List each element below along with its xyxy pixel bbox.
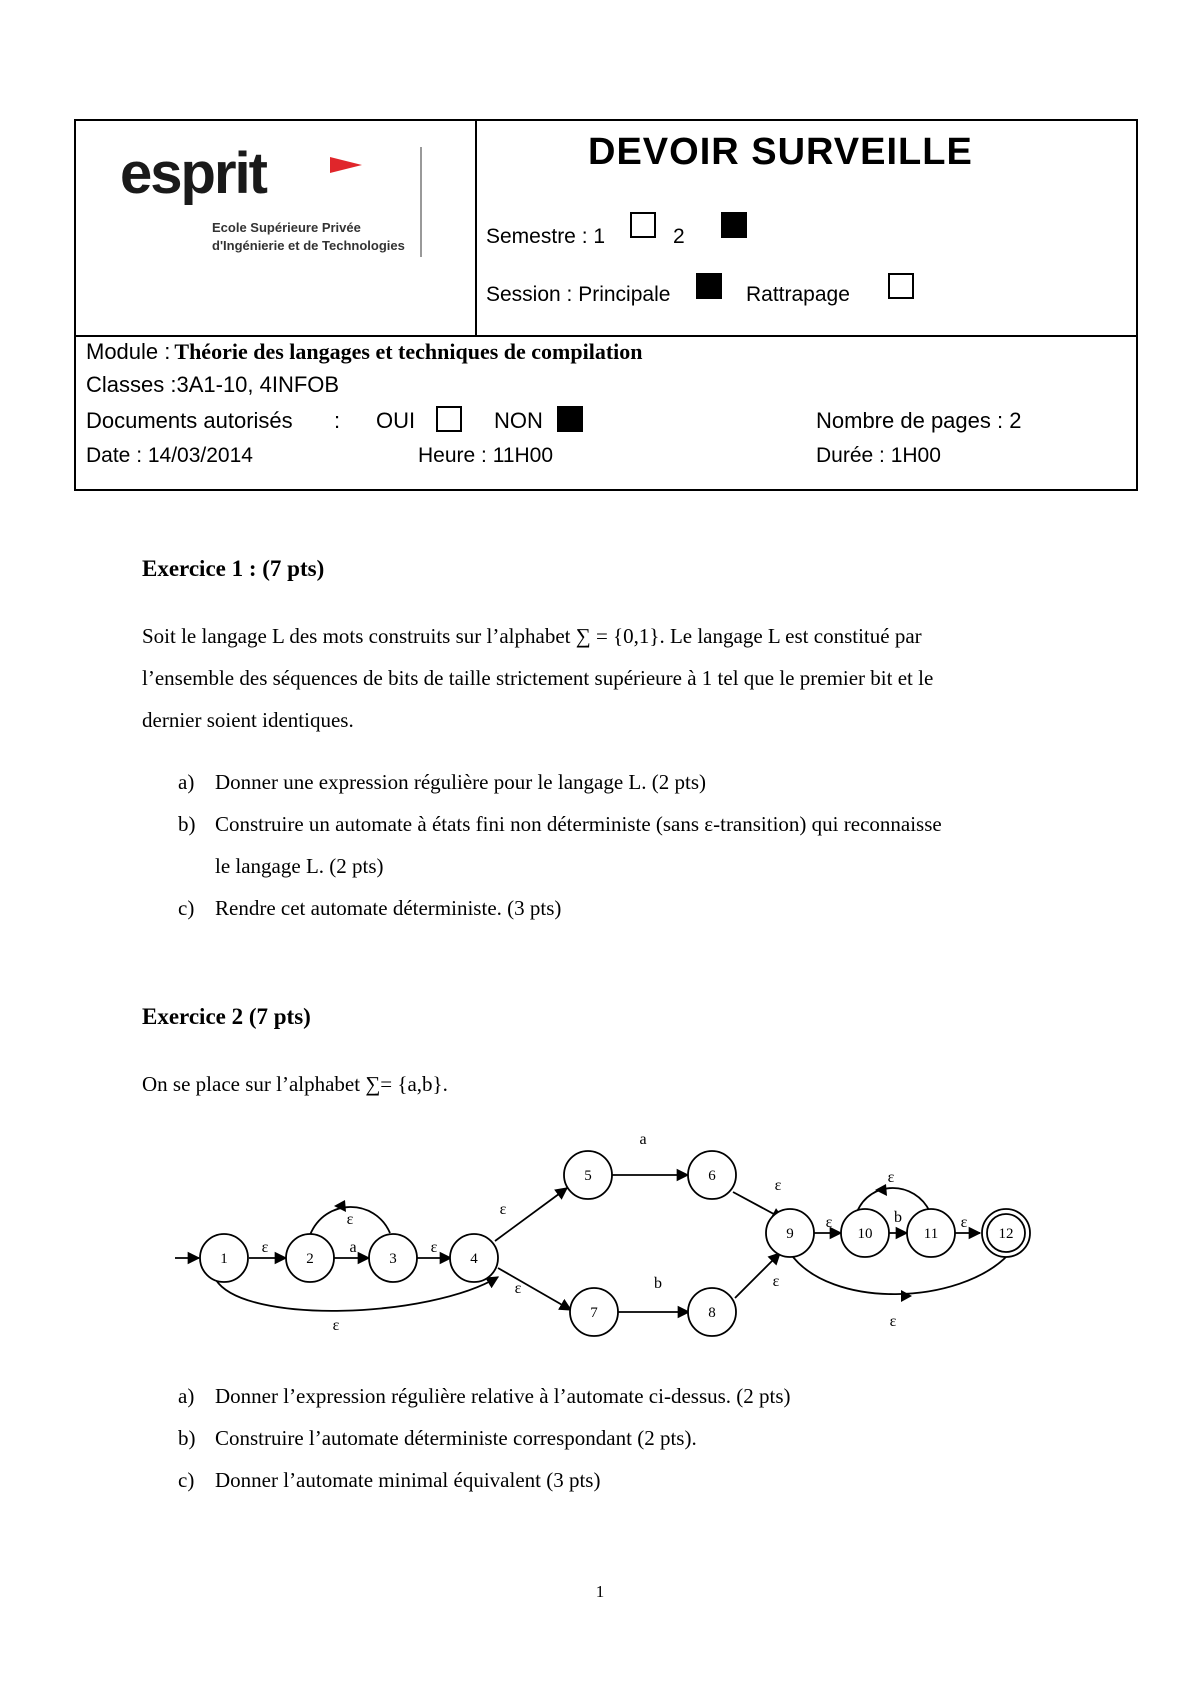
state-9-label: 9	[786, 1226, 794, 1242]
edge-1-4-curve	[216, 1277, 498, 1311]
edge-9-10-label: ε	[825, 1214, 833, 1231]
exercise1-item-c: Rendre cet automate déterministe. (3 pts)	[215, 896, 562, 920]
exercise1-item-a: Donner une expression régulière pour le langage L. (2 pts)	[215, 770, 706, 794]
exercise1-line1: Soit le langage L des mots construits sur l’alphabet ∑ = {0,1}. Le langage L est constitué par	[142, 624, 922, 648]
edge-7-8-label: b	[654, 1275, 662, 1292]
exercise1-item-b: Construire un automate à états fini non déterministe (sans ε-transition) qui reconnaisse	[215, 812, 942, 836]
logo-wordmark: esprit	[120, 141, 266, 206]
exercise2-title: Exercice 2 (7 pts)	[142, 1004, 311, 1029]
exercise1-item-a-label: a)	[178, 770, 195, 794]
logo-subtitle-line2: d'Ingénierie et de Technologies	[212, 238, 405, 253]
exercise2-item-a: Donner l’expression régulière relative à l’automate ci-dessus. (2 pts)	[215, 1384, 791, 1408]
state-1-label: 1	[220, 1251, 228, 1267]
exam-title: DEVOIR SURVEILLE	[588, 131, 973, 173]
exercise1-title: Exercice 1 : (7 pts)	[142, 556, 325, 581]
module-line	[86, 339, 643, 365]
edge-9-12-arrowhead	[901, 1290, 912, 1302]
state-3-label: 3	[389, 1251, 397, 1267]
header-horizontal-divider	[76, 335, 1136, 337]
edge-2-3-label: a	[349, 1239, 357, 1256]
automaton-diagram	[0, 1120, 1200, 1350]
semestre-2-checkbox	[721, 212, 747, 238]
edge-3-4-label: ε	[430, 1239, 438, 1256]
exercise2-intro: On se place sur l’alphabet ∑= {a,b}.	[142, 1072, 448, 1096]
logo-subtitle-line1: Ecole Supérieure Privée	[212, 220, 361, 235]
documents-colon: :	[334, 408, 341, 433]
state-5-label: 5	[584, 1168, 592, 1184]
exercise2-item-a-label: a)	[178, 1384, 195, 1408]
edge-9-12-curve	[790, 1253, 1008, 1294]
state-10-label: 10	[857, 1226, 873, 1242]
documents-non-checkbox	[557, 406, 583, 432]
exercise1-line3: dernier soient identiques.	[142, 708, 354, 732]
semestre-1-checkbox	[630, 212, 656, 238]
edge-1-4-label: ε	[332, 1317, 340, 1334]
edge-3-2-label: ε	[346, 1211, 354, 1228]
exam-date: Date : 14/03/2014	[86, 444, 253, 467]
exam-duree: Durée : 1H00	[816, 444, 941, 467]
module-value: Théorie des langages et techniques de compilation	[174, 339, 643, 364]
state-8-label: 8	[708, 1305, 716, 1321]
logo-separator	[420, 147, 422, 257]
state-4-label: 4	[470, 1251, 478, 1267]
edge-9-12-label: ε	[889, 1313, 897, 1330]
exercise2-item-c-label: c)	[178, 1468, 195, 1492]
semestre-label: Semestre : 1	[486, 225, 606, 248]
rattrapage-label: Rattrapage	[746, 283, 850, 306]
exam-header-table	[74, 119, 1138, 491]
semestre-2-label: 2	[673, 225, 685, 248]
edge-4-7-label: ε	[514, 1280, 522, 1297]
exercise2-item-b-label: b)	[178, 1426, 196, 1450]
classes-line: Classes :3A1-10, 4INFOB	[86, 372, 340, 397]
exam-heure: Heure : 11H00	[418, 444, 554, 467]
nombre-pages: Nombre de pages : 2	[816, 408, 1022, 433]
header-vertical-divider	[475, 121, 477, 337]
logo-red-flag-icon	[326, 155, 366, 179]
module-label: Module :	[86, 339, 171, 364]
edge-11-10-label: ε	[887, 1169, 895, 1186]
state-11-label: 11	[923, 1226, 939, 1242]
session-principale-checkbox	[696, 273, 722, 299]
exercise1-item-b-cont: le langage L. (2 pts)	[215, 854, 384, 878]
documents-oui-checkbox	[436, 406, 462, 432]
documents-oui-label: OUI	[376, 408, 416, 433]
edge-1-2-label: ε	[261, 1239, 269, 1256]
documents-non-label: NON	[494, 408, 543, 433]
edge-4-7	[498, 1268, 571, 1310]
page-number: 1	[595, 1582, 605, 1601]
exercise1-item-b-label: b)	[178, 812, 196, 836]
edge-5-6-label: a	[639, 1131, 647, 1148]
state-12-label: 12	[998, 1226, 1014, 1242]
state-2-label: 2	[306, 1251, 314, 1267]
edge-10-11-label: b	[894, 1209, 902, 1226]
documents-label: Documents autorisés	[86, 408, 293, 433]
exercise1-item-c-label: c)	[178, 896, 195, 920]
state-7-label: 7	[590, 1305, 598, 1321]
edge-6-9-label: ε	[774, 1177, 782, 1194]
edge-8-9-label: ε	[772, 1273, 780, 1290]
esprit-logo	[120, 141, 420, 265]
exercise1-line2: l’ensemble des séquences de bits de taille strictement supérieure à 1 tel que le premier bit et le	[142, 666, 934, 690]
exercise2-item-c: Donner l’automate minimal équivalent (3 pts)	[215, 1468, 601, 1492]
edge-11-10-arrowhead	[875, 1184, 887, 1196]
edge-4-5-label: ε	[499, 1201, 507, 1218]
state-6-label: 6	[708, 1168, 716, 1184]
exercise2-item-b: Construire l’automate déterministe correspondant (2 pts).	[215, 1426, 697, 1450]
edge-11-12-label: ε	[960, 1214, 968, 1231]
session-label: Session : Principale	[486, 283, 671, 306]
rattrapage-checkbox	[888, 273, 914, 299]
